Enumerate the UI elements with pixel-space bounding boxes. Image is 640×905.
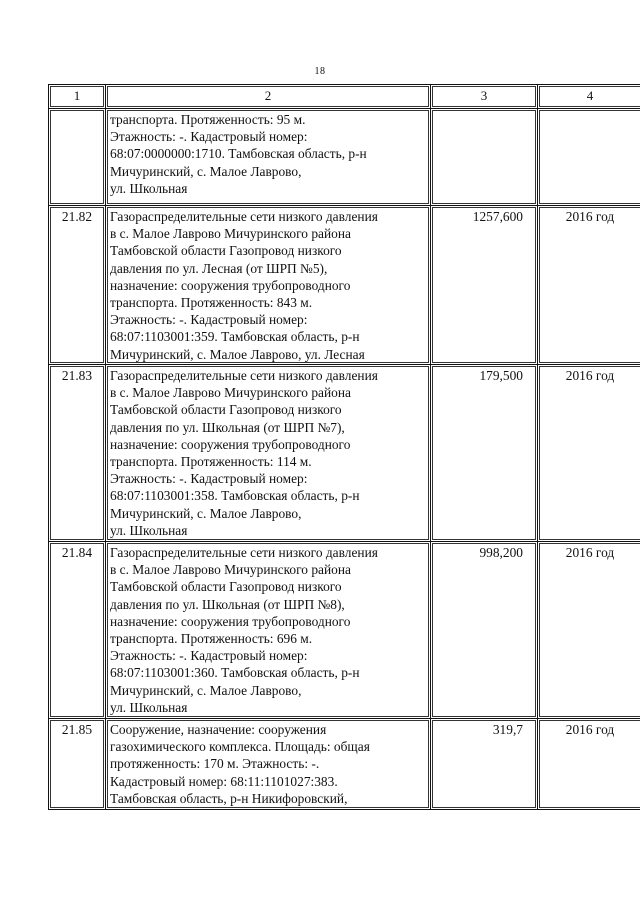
table-row	[49, 542, 640, 719]
row-value-cell	[431, 109, 538, 206]
row-year-cell	[538, 109, 640, 206]
row-value-cell: 319,7	[431, 719, 538, 810]
row-value-cell: 179,500	[431, 365, 538, 542]
row-description-cell: Сооружение, назначение: сооружения газохимического комплекса. Площадь: общая протяженность: 170 м. Этажность: -. Кадастровый номер: 68:11:1101027:383. Тамбовская область, р-н Никифоровский,	[106, 719, 431, 810]
table-header-row	[49, 85, 640, 109]
row-number-cell: 21.83	[49, 365, 106, 542]
page-number: 18	[314, 66, 326, 77]
column-header-4: 4	[538, 85, 640, 109]
table-row	[49, 109, 640, 206]
row-number-cell	[49, 109, 106, 206]
row-description-cell: Газораспределительные сети низкого давления в с. Малое Лаврово Мичуринского района Тамбовской области Газопровод низкого давления по ул. Школьная (от ШРП №7), назначение: сооружения трубопроводного транспорта. Протяженность: 114 м. Этажность: -. Кадастровый номер: 68:07:1103001:358. Тамбовская область, р-н Мичуринский, с. Малое Лаврово, ул. Школьная	[106, 365, 431, 542]
row-year-cell: 2016 год	[538, 206, 640, 365]
row-year-cell: 2016 год	[538, 365, 640, 542]
row-description-cell: Газораспределительные сети низкого давления в с. Малое Лаврово Мичуринского района Тамбовской области Газопровод низкого давления по ул. Школьная (от ШРП №8), назначение: сооружения трубопроводного транспорта. Протяженность: 696 м. Этажность: -. Кадастровый номер: 68:07:1103001:360. Тамбовская область, р-н Мичуринский, с. Малое Лаврово, ул. Школьная	[106, 542, 431, 719]
row-value-cell: 998,200	[431, 542, 538, 719]
row-value-cell: 1257,600	[431, 206, 538, 365]
table-row	[49, 365, 640, 542]
row-number-cell: 21.84	[49, 542, 106, 719]
property-register-table	[48, 84, 640, 810]
row-year-cell: 2016 год	[538, 719, 640, 810]
table-row	[49, 719, 640, 810]
row-year-cell: 2016 год	[538, 542, 640, 719]
table-row	[49, 206, 640, 365]
column-header-3: 3	[431, 85, 538, 109]
row-description-cell: транспорта. Протяженность: 95 м. Этажность: -. Кадастровый номер: 68:07:0000000:1710. Тамбовская область, р-н Мичуринский, с. Малое Лаврово, ул. Школьная	[106, 109, 431, 206]
column-header-2: 2	[106, 85, 431, 109]
column-header-1: 1	[49, 85, 106, 109]
row-number-cell: 21.82	[49, 206, 106, 365]
row-description-cell: Газораспределительные сети низкого давления в с. Малое Лаврово Мичуринского района Тамбовской области Газопровод низкого давления по ул. Лесная (от ШРП №5), назначение: сооружения трубопроводного транспорта. Протяженность: 843 м. Этажность: -. Кадастровый номер: 68:07:1103001:359. Тамбовская область, р-н Мичуринский, с. Малое Лаврово, ул. Лесная	[106, 206, 431, 365]
row-number-cell: 21.85	[49, 719, 106, 810]
